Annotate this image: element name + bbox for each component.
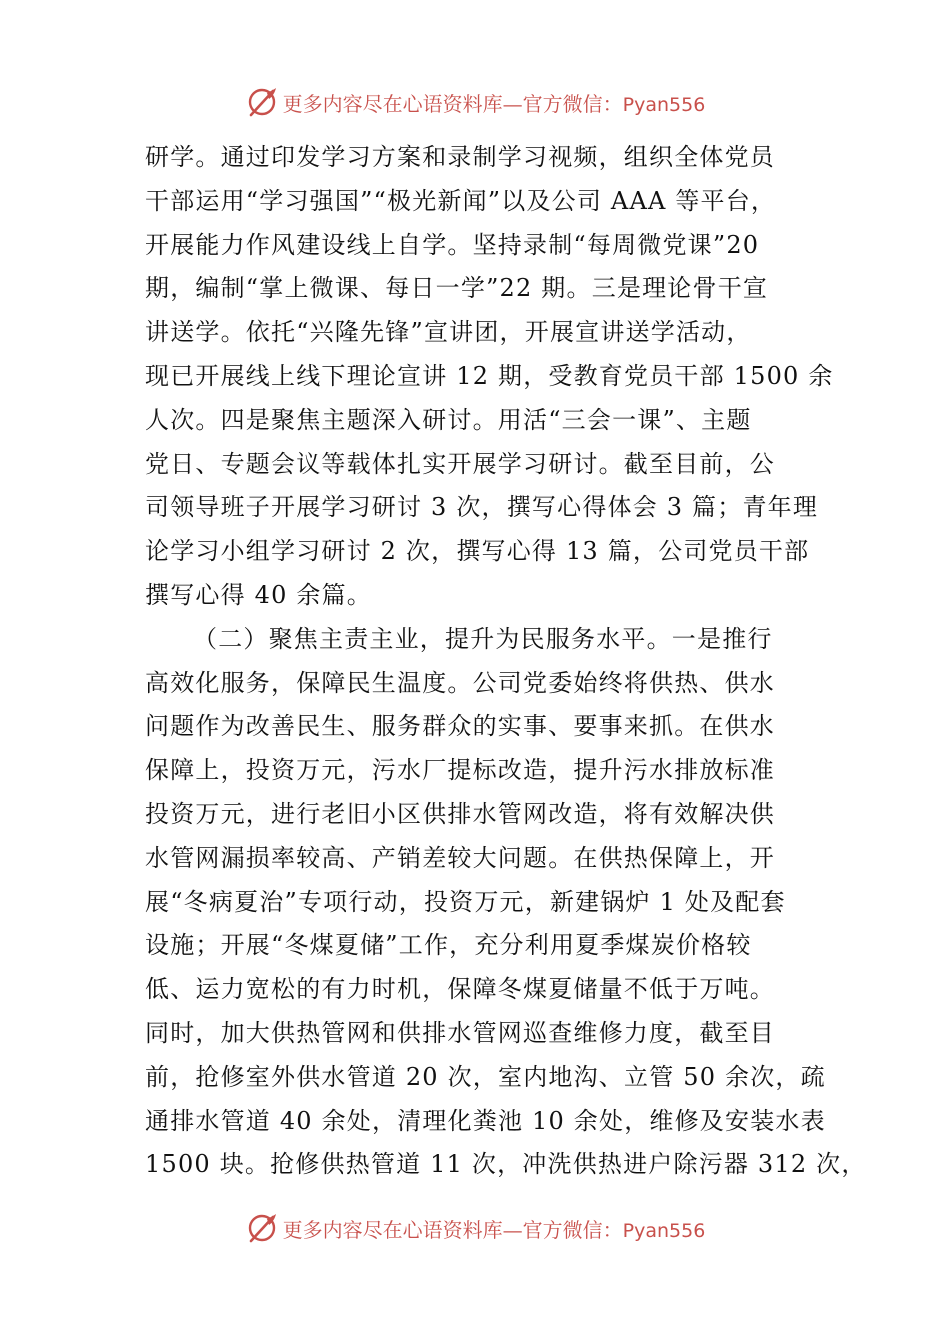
watermark-text: 更多内容尽在心语资料库—官方微信：Pyan556: [282, 91, 706, 116]
text-line: 低、运力宽松的有力时机，保障冬煤夏储量不低于万吨。: [145, 975, 775, 1004]
text-line: 1500 块。抢修供热管道 11 次，冲洗供热进户除污器 312 次，: [145, 1150, 867, 1179]
text-line: 现已开展线上线下理论宣讲 12 期，受教育党员干部 1500 余: [145, 361, 834, 390]
text-line: 投资万元，进行老旧小区供排水管网改造，将有效解决供: [145, 799, 775, 828]
text-line: 展“冬病夏治”专项行动，投资万元，新建锅炉 1 处及配套: [145, 887, 786, 916]
watermark-header: [0, 82, 950, 122]
text-line: 设施；开展“冬煤夏储”工作，充分利用夏季煤炭价格较: [145, 931, 752, 960]
text-line: 高效化服务，保障民生温度。公司党委始终将供热、供水: [145, 668, 775, 697]
text-line: （二）聚焦主责主业，提升为民服务水平。一是推行: [193, 624, 773, 653]
text-line: 研学。通过印发学习方案和录制学习视频，组织全体党员: [145, 143, 775, 171]
text-line: 论学习小组学习研讨 2 次，撰写心得 13 篇，公司党员干部: [145, 537, 810, 566]
text-line: 开展能力作风建设线上自学。坚持录制“每周微党课”20: [145, 230, 760, 259]
text-line: 水管网漏损率较高、产销差较大问题。在供热保障上，开: [145, 843, 775, 872]
text-line: 期，编制“掌上微课、每日一学”22 期。三是理论骨干宣: [145, 274, 769, 303]
quill-logo-icon: [245, 1211, 279, 1245]
text-line: 问题作为改善民生、服务群众的实事、要事来抓。在供水: [145, 712, 775, 741]
text-line: 党日、专题会议等载体扎实开展学习研讨。截至目前，公: [145, 449, 775, 478]
watermark-text: 更多内容尽在心语资料库—官方微信：Pyan556: [282, 1217, 706, 1242]
text-line: 干部运用“学习强国”“极光新闻”以及公司 AAA 等平台，: [145, 186, 777, 215]
text-line: 同时，加大供热管网和供排水管网巡查维修力度，截至目: [145, 1018, 775, 1047]
text-line: 前，抢修室外供水管道 20 次，室内地沟、立管 50 余次，疏: [145, 1062, 826, 1091]
text-line: 人次。四是聚焦主题深入研讨。用活“三会一课”、主题: [145, 405, 752, 434]
text-line: 讲送学。依托“兴隆先锋”宣讲团，开展宣讲送学活动，: [145, 318, 752, 347]
text-line: 保障上，投资万元，污水厂提标改造，提升污水排放标准: [145, 756, 775, 785]
document-body: [145, 136, 867, 1187]
text-line: 司领导班子开展学习研讨 3 次，撰写心得体会 3 篇；青年理: [145, 493, 819, 522]
paragraph: [145, 136, 834, 618]
text-line: 通排水管道 40 余处，清理化粪池 10 余处，维修及安装水表: [145, 1106, 826, 1135]
text-line: 撰写心得 40 余篇。: [145, 580, 372, 609]
quill-logo-icon: [245, 85, 279, 119]
watermark-footer: [0, 1208, 950, 1248]
paragraph: [145, 618, 867, 1187]
